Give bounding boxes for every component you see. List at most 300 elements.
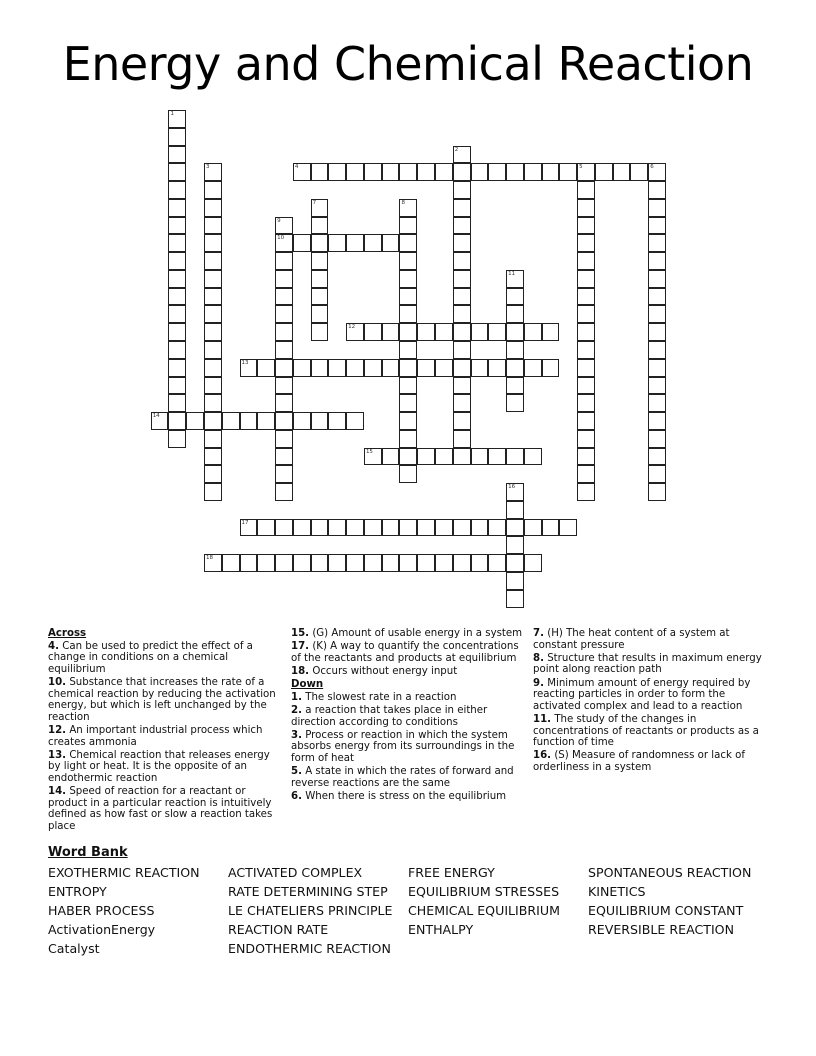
crossword-cell[interactable] <box>311 412 329 430</box>
crossword-cell[interactable] <box>275 341 293 359</box>
word-bank-item: EQUILIBRIUM CONSTANT <box>588 903 744 919</box>
crossword-cell[interactable] <box>506 483 524 501</box>
crossword-cell[interactable] <box>399 252 417 270</box>
crossword-cell[interactable] <box>204 234 222 252</box>
crossword-cell[interactable] <box>577 359 595 377</box>
crossword-cell[interactable] <box>328 519 346 537</box>
clue-across-10 <box>48 677 280 723</box>
crossword-cell[interactable] <box>275 519 293 537</box>
crossword-cell[interactable] <box>648 394 666 412</box>
crossword-cell[interactable] <box>453 341 471 359</box>
crossword-cell[interactable] <box>506 519 524 537</box>
word-bank-item: FREE ENERGY <box>408 865 495 880</box>
crossword-cell[interactable] <box>275 554 293 572</box>
crossword-cell[interactable] <box>168 252 186 270</box>
crossword-cell[interactable] <box>275 234 293 252</box>
crossword-cell[interactable] <box>417 554 435 572</box>
crossword-cell[interactable] <box>453 163 471 181</box>
word-bank-item: ActivationEnergy <box>48 922 156 938</box>
crossword-cell[interactable] <box>453 448 471 466</box>
crossword-cell[interactable] <box>311 270 329 288</box>
crossword-cell[interactable] <box>577 199 595 217</box>
crossword-cell[interactable] <box>577 305 595 323</box>
crossword-cell[interactable] <box>346 234 364 252</box>
crossword-cell[interactable] <box>346 163 364 181</box>
crossword-cell[interactable] <box>471 163 489 181</box>
crossword-cell[interactable] <box>435 163 453 181</box>
crossword-cell[interactable] <box>542 519 560 537</box>
crossword-cell[interactable] <box>275 270 293 288</box>
crossword-cell[interactable] <box>328 163 346 181</box>
crossword-cell[interactable] <box>506 163 524 181</box>
crossword-cell[interactable] <box>453 252 471 270</box>
crossword-cell[interactable] <box>204 359 222 377</box>
crossword-cell[interactable] <box>524 323 542 341</box>
crossword-cell[interactable] <box>417 323 435 341</box>
crossword-cell[interactable] <box>577 270 595 288</box>
crossword-cell[interactable] <box>168 234 186 252</box>
crossword-cell[interactable] <box>488 359 506 377</box>
crossword-cell[interactable] <box>328 412 346 430</box>
crossword-cell[interactable] <box>346 554 364 572</box>
clue-down-11 <box>533 714 769 749</box>
clue-text: Minimum amount of energy required by reacting particles in order to form the activated complex and lead to a reaction <box>533 677 751 712</box>
crossword-cell[interactable] <box>257 359 275 377</box>
clue-text: Can be used to predict the effect of a change in conditions on a chemical equilibrium <box>48 640 253 675</box>
clue-down-2 <box>291 705 527 728</box>
crossword-cell[interactable] <box>595 163 613 181</box>
crossword-cell[interactable] <box>488 323 506 341</box>
crossword-cell[interactable] <box>648 199 666 217</box>
crossword-cell[interactable] <box>204 323 222 341</box>
crossword-cell[interactable] <box>364 448 382 466</box>
crossword-cell[interactable] <box>364 234 382 252</box>
crossword-cell[interactable] <box>506 590 524 608</box>
crossword-cell[interactable] <box>506 305 524 323</box>
clue-number: 16. <box>533 750 552 762</box>
crossword-cell[interactable] <box>577 448 595 466</box>
crossword-cell[interactable] <box>542 323 560 341</box>
crossword-cell[interactable] <box>168 163 186 181</box>
crossword-cell[interactable] <box>204 465 222 483</box>
word-bank-item: HABER PROCESS <box>48 903 155 919</box>
crossword-cell[interactable] <box>648 288 666 306</box>
crossword-cell[interactable] <box>577 163 595 181</box>
crossword-cell[interactable] <box>399 341 417 359</box>
crossword-cell[interactable] <box>346 519 364 537</box>
word-bank-column-3 <box>408 863 560 939</box>
crossword-cell[interactable] <box>506 448 524 466</box>
crossword-cell[interactable] <box>328 554 346 572</box>
crossword-cell[interactable] <box>399 394 417 412</box>
crossword-cell[interactable] <box>399 519 417 537</box>
crossword-cell[interactable] <box>506 323 524 341</box>
crossword-cell[interactable] <box>399 359 417 377</box>
crossword-cell[interactable] <box>577 483 595 501</box>
crossword-cell[interactable] <box>577 217 595 235</box>
crossword-cell[interactable] <box>328 234 346 252</box>
crossword-cell[interactable] <box>399 465 417 483</box>
crossword-cell[interactable] <box>453 217 471 235</box>
crossword-cell[interactable] <box>453 305 471 323</box>
crossword-cell[interactable] <box>613 163 631 181</box>
crossword-cell[interactable] <box>186 412 204 430</box>
cell-number: 13 <box>241 359 249 366</box>
crossword-cell[interactable] <box>453 412 471 430</box>
clue-across-18 <box>291 666 527 678</box>
clue-down-1 <box>291 692 527 704</box>
crossword-cell[interactable] <box>364 554 382 572</box>
crossword-cell[interactable] <box>204 270 222 288</box>
crossword-cell[interactable] <box>453 394 471 412</box>
crossword-cell[interactable] <box>648 448 666 466</box>
clue-number: 17. <box>291 641 310 653</box>
crossword-cell[interactable] <box>471 448 489 466</box>
crossword-cell[interactable] <box>275 430 293 448</box>
cell-number: 16 <box>508 484 516 491</box>
crossword-cell[interactable] <box>275 359 293 377</box>
crossword-cell[interactable] <box>399 430 417 448</box>
page-title: Energy and Chemical Reaction <box>62 37 754 91</box>
crossword-cell[interactable] <box>204 394 222 412</box>
crossword-cell[interactable] <box>222 554 240 572</box>
crossword-cell[interactable] <box>488 163 506 181</box>
crossword-cell[interactable] <box>204 199 222 217</box>
crossword-cell[interactable] <box>257 412 275 430</box>
cell-number: 1 <box>170 111 174 117</box>
crossword-cell[interactable] <box>364 359 382 377</box>
crossword-cell[interactable] <box>168 270 186 288</box>
crossword-cell[interactable] <box>275 305 293 323</box>
crossword-cell[interactable] <box>293 163 311 181</box>
crossword-cell[interactable] <box>453 377 471 395</box>
crossword-cell[interactable] <box>648 323 666 341</box>
crossword-cell[interactable] <box>168 412 186 430</box>
crossword-cell[interactable] <box>275 448 293 466</box>
crossword-cell[interactable] <box>382 448 400 466</box>
crossword-cell[interactable] <box>488 519 506 537</box>
crossword-cell[interactable] <box>648 341 666 359</box>
crossword-cell[interactable] <box>311 163 329 181</box>
crossword-cell[interactable] <box>471 359 489 377</box>
clue-down-5 <box>291 766 527 789</box>
crossword-cell[interactable] <box>577 252 595 270</box>
crossword-cell[interactable] <box>506 501 524 519</box>
crossword-cell[interactable] <box>506 359 524 377</box>
word-bank-heading: Word Bank <box>48 845 128 860</box>
clue-text: a reaction that takes place in either direction according to conditions <box>291 704 488 728</box>
crossword-cell[interactable] <box>435 519 453 537</box>
crossword-cell[interactable] <box>506 572 524 590</box>
crossword-cell[interactable] <box>417 359 435 377</box>
crossword-cell[interactable] <box>399 163 417 181</box>
crossword-cell[interactable] <box>364 519 382 537</box>
crossword-cell[interactable] <box>275 323 293 341</box>
crossword-cell[interactable] <box>417 163 435 181</box>
crossword-cell[interactable] <box>204 341 222 359</box>
crossword-cell[interactable] <box>293 554 311 572</box>
crossword-cell[interactable] <box>471 519 489 537</box>
crossword-cell[interactable] <box>506 270 524 288</box>
crossword-cell[interactable] <box>275 394 293 412</box>
clue-text: (G) Amount of usable energy in a system <box>312 628 523 639</box>
crossword-cell[interactable] <box>399 234 417 252</box>
crossword-cell[interactable] <box>275 217 293 235</box>
crossword-cell[interactable] <box>488 554 506 572</box>
crossword-cell[interactable] <box>453 146 471 164</box>
crossword-cell[interactable] <box>399 412 417 430</box>
crossword-cell[interactable] <box>240 359 258 377</box>
crossword-cell[interactable] <box>577 412 595 430</box>
crossword-cell[interactable] <box>204 430 222 448</box>
crossword-cell[interactable] <box>168 110 186 128</box>
cell-number: 6 <box>650 164 654 171</box>
crossword-cell[interactable] <box>346 323 364 341</box>
crossword-cell[interactable] <box>311 519 329 537</box>
clue-number: 9. <box>533 677 544 689</box>
clue-down-9 <box>533 678 769 713</box>
crossword-cell[interactable] <box>168 181 186 199</box>
crossword-cell[interactable] <box>311 359 329 377</box>
crossword-cell[interactable] <box>240 554 258 572</box>
crossword-cell[interactable] <box>453 288 471 306</box>
crossword-cell[interactable] <box>399 305 417 323</box>
clues-column-2 <box>291 628 527 804</box>
crossword-cell[interactable] <box>577 181 595 199</box>
crossword-cell[interactable] <box>453 359 471 377</box>
crossword-cell[interactable] <box>168 288 186 306</box>
cell-number: 15 <box>365 448 373 455</box>
crossword-cell[interactable] <box>577 465 595 483</box>
crossword-cell[interactable] <box>488 448 506 466</box>
crossword-cell[interactable] <box>168 199 186 217</box>
crossword-cell[interactable] <box>577 394 595 412</box>
cell-number: 17 <box>241 519 249 526</box>
word-bank-item: Catalyst <box>48 941 100 957</box>
clue-number: 10. <box>48 676 67 688</box>
crossword-cell[interactable] <box>453 199 471 217</box>
crossword-cell[interactable] <box>364 323 382 341</box>
crossword-cell[interactable] <box>204 288 222 306</box>
crossword-cell[interactable] <box>399 554 417 572</box>
cell-number: 9 <box>277 217 281 224</box>
crossword-cell[interactable] <box>275 252 293 270</box>
crossword-cell[interactable] <box>311 554 329 572</box>
crossword-cell[interactable] <box>630 163 648 181</box>
clue-text: Speed of reaction for a reactant or product in a particular reaction is intuitively defined as how fast or slow a reaction takes place <box>48 786 273 832</box>
crossword-cell[interactable] <box>648 359 666 377</box>
crossword-cell[interactable] <box>204 448 222 466</box>
clue-number: 7. <box>533 628 544 639</box>
crossword-cell[interactable] <box>168 217 186 235</box>
crossword-cell[interactable] <box>204 217 222 235</box>
crossword-cell[interactable] <box>382 359 400 377</box>
crossword-cell[interactable] <box>524 448 542 466</box>
crossword-cell[interactable] <box>542 163 560 181</box>
crossword-cell[interactable] <box>577 377 595 395</box>
crossword-cell[interactable] <box>524 163 542 181</box>
crossword-cell[interactable] <box>399 377 417 395</box>
crossword-cell[interactable] <box>577 323 595 341</box>
crossword-cell[interactable] <box>648 305 666 323</box>
crossword-cell[interactable] <box>168 341 186 359</box>
cell-number: 2 <box>454 146 459 153</box>
word-bank-item: CHEMICAL EQUILIBRIUM <box>408 903 560 919</box>
cell-number: 14 <box>152 413 160 420</box>
crossword-cell[interactable] <box>257 519 275 537</box>
clue-down-6 <box>291 791 527 803</box>
crossword-cell[interactable] <box>311 199 329 217</box>
clue-text: Chemical reaction that releases energy by light or heat. It is the opposite of an endothermic reaction <box>48 749 270 784</box>
crossword-cell[interactable] <box>311 323 329 341</box>
crossword-cell[interactable] <box>559 519 577 537</box>
crossword-cell[interactable] <box>648 465 666 483</box>
crossword-cell[interactable] <box>240 412 258 430</box>
crossword-cell[interactable] <box>506 377 524 395</box>
crossword-cell[interactable] <box>648 412 666 430</box>
crossword-cell[interactable] <box>311 288 329 306</box>
crossword-cell[interactable] <box>382 519 400 537</box>
clue-number: 5. <box>291 766 302 778</box>
crossword-cell[interactable] <box>168 146 186 164</box>
crossword-cell[interactable] <box>399 270 417 288</box>
crossword-cell[interactable] <box>435 359 453 377</box>
crossword-cell[interactable] <box>168 305 186 323</box>
crossword-cell[interactable] <box>204 412 222 430</box>
crossword-cell[interactable] <box>293 412 311 430</box>
crossword-cell[interactable] <box>648 252 666 270</box>
crossword-cell[interactable] <box>275 483 293 501</box>
crossword-cell[interactable] <box>399 217 417 235</box>
crossword-cell[interactable] <box>453 554 471 572</box>
word-bank-item: SPONTANEOUS REACTION <box>588 865 752 880</box>
clue-down-7 <box>533 628 769 651</box>
cell-number: 3 <box>206 164 210 171</box>
crossword-cell[interactable] <box>435 554 453 572</box>
crossword-cell[interactable] <box>435 323 453 341</box>
crossword-cell[interactable] <box>151 412 169 430</box>
word-bank-item: REVERSIBLE REACTION <box>588 922 734 938</box>
crossword-cell[interactable] <box>382 163 400 181</box>
clue-down-8 <box>533 653 769 676</box>
crossword-cell[interactable] <box>293 519 311 537</box>
clue-number: 8. <box>533 652 544 664</box>
crossword-cell[interactable] <box>168 394 186 412</box>
crossword-cell[interactable] <box>577 430 595 448</box>
word-bank-item: LE CHATELIERS PRINCIPLE <box>228 903 393 919</box>
crossword-cell[interactable] <box>453 234 471 252</box>
crossword-cell[interactable] <box>577 341 595 359</box>
crossword-cell[interactable] <box>399 323 417 341</box>
crossword-cell[interactable] <box>577 288 595 306</box>
crossword-cell[interactable] <box>506 554 524 572</box>
crossword-cell[interactable] <box>168 430 186 448</box>
crossword-cell[interactable] <box>204 252 222 270</box>
crossword-cell[interactable] <box>399 448 417 466</box>
crossword-cell[interactable] <box>275 412 293 430</box>
crossword-cell[interactable] <box>453 430 471 448</box>
crossword-cell[interactable] <box>293 359 311 377</box>
crossword-cell[interactable] <box>311 217 329 235</box>
crossword-cell[interactable] <box>417 519 435 537</box>
crossword-cell[interactable] <box>435 448 453 466</box>
crossword-cell[interactable] <box>382 554 400 572</box>
crossword-cell[interactable] <box>293 234 311 252</box>
crossword-cell[interactable] <box>275 377 293 395</box>
crossword-cell[interactable] <box>648 270 666 288</box>
crossword-cell[interactable] <box>364 163 382 181</box>
crossword-cell[interactable] <box>311 305 329 323</box>
crossword-cell[interactable] <box>471 323 489 341</box>
crossword-cell[interactable] <box>417 448 435 466</box>
crossword-cell[interactable] <box>542 359 560 377</box>
crossword-cell[interactable] <box>204 305 222 323</box>
crossword-cell[interactable] <box>648 181 666 199</box>
crossword-cell[interactable] <box>506 341 524 359</box>
crossword-cell[interactable] <box>204 377 222 395</box>
clues-column-3 <box>533 628 769 775</box>
crossword-cell[interactable] <box>168 323 186 341</box>
crossword-cell[interactable] <box>328 359 346 377</box>
crossword-cell[interactable] <box>453 519 471 537</box>
crossword-cell[interactable] <box>453 323 471 341</box>
crossword-cell[interactable] <box>648 377 666 395</box>
cell-number: 12 <box>348 324 356 331</box>
crossword-cell[interactable] <box>346 359 364 377</box>
crossword-cell[interactable] <box>257 554 275 572</box>
crossword-cell[interactable] <box>346 412 364 430</box>
crossword-cell[interactable] <box>382 234 400 252</box>
crossword-cell[interactable] <box>648 234 666 252</box>
crossword-cell[interactable] <box>559 163 577 181</box>
crossword-cell[interactable] <box>577 234 595 252</box>
clue-number: 6. <box>291 790 302 802</box>
crossword-cell[interactable] <box>524 554 542 572</box>
crossword-cell[interactable] <box>382 323 400 341</box>
crossword-cell[interactable] <box>506 536 524 554</box>
crossword-cell[interactable] <box>275 465 293 483</box>
crossword-cell[interactable] <box>222 412 240 430</box>
clue-text: Structure that results in maximum energy point along reaction path <box>533 652 762 676</box>
crossword-cell[interactable] <box>471 554 489 572</box>
crossword-cell[interactable] <box>648 163 666 181</box>
crossword-cell[interactable] <box>204 554 222 572</box>
crossword-cell[interactable] <box>648 483 666 501</box>
word-bank-column-4 <box>588 863 751 939</box>
crossword-cell[interactable] <box>524 519 542 537</box>
crossword-cell[interactable] <box>648 430 666 448</box>
crossword-cell[interactable] <box>311 234 329 252</box>
crossword-cell[interactable] <box>204 181 222 199</box>
crossword-cell[interactable] <box>311 252 329 270</box>
crossword-cell[interactable] <box>453 270 471 288</box>
crossword-cell[interactable] <box>506 288 524 306</box>
crossword-cell[interactable] <box>168 359 186 377</box>
crossword-cell[interactable] <box>399 288 417 306</box>
clue-down-3 <box>291 730 527 765</box>
crossword-cell[interactable] <box>453 181 471 199</box>
crossword-cell[interactable] <box>168 128 186 146</box>
crossword-cell[interactable] <box>524 359 542 377</box>
crossword-cell[interactable] <box>204 483 222 501</box>
crossword-cell[interactable] <box>399 199 417 217</box>
crossword-cell[interactable] <box>204 163 222 181</box>
crossword-cell[interactable] <box>168 377 186 395</box>
crossword-cell[interactable] <box>240 519 258 537</box>
crossword-cell[interactable] <box>506 394 524 412</box>
crossword-cell[interactable] <box>275 288 293 306</box>
crossword-cell[interactable] <box>648 217 666 235</box>
